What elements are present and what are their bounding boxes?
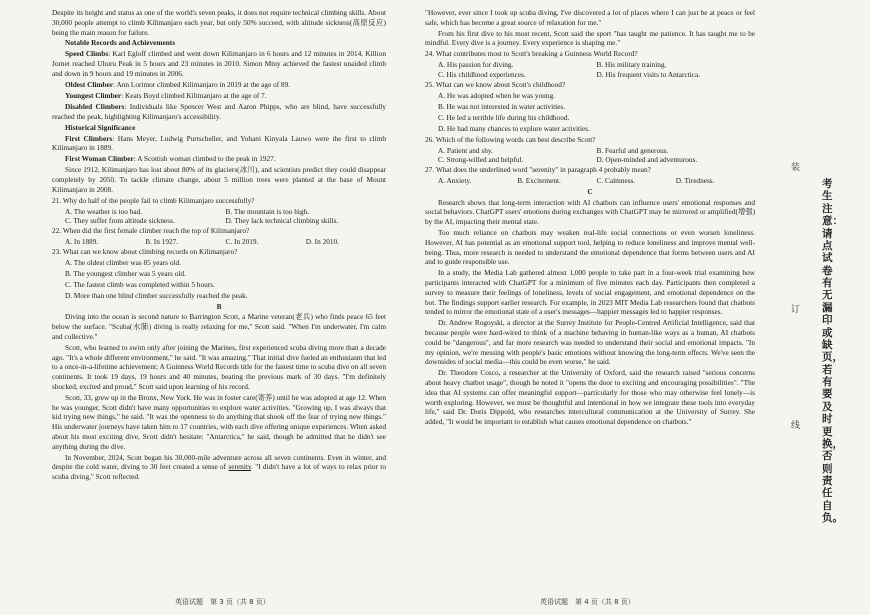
underlined-word-serenity: serenity — [228, 462, 252, 472]
binding-label-ding: 订 — [791, 305, 801, 315]
q21-options-row2 — [52, 216, 386, 226]
q24-option-c: C. His childhood experiences. — [438, 70, 526, 80]
history-first — [52, 134, 386, 154]
q21-option-b: B. The mountain is too high. — [225, 206, 310, 216]
q21-options-row1 — [52, 207, 386, 217]
binding-label-zhuang: 装 — [791, 163, 801, 173]
text-disabled: : Individuals like Spencer West and Aaron Phipps, who are blind, have successfully reached the peak, highlighting Kilimanjaro's accessibility. — [52, 101, 386, 121]
question-23: 23. What can we know about climbing records on Kilimanjaro? — [52, 246, 238, 256]
q26-option-b: B. Fearful and generous. — [596, 145, 669, 155]
q22-option-c: C. In 2019. — [225, 237, 259, 247]
q24-option-d: D. His frequent visits to Antarctica. — [596, 70, 701, 80]
q22-option-b: B. In 1927. — [145, 237, 179, 247]
passage-a-intro: Despite its height and status as one of the world's seven peaks, it does not require technical climbing skills. About 30,000 people attempt to climb Kilimanjaro each year, but only 50% succeed, with altitude sickness(高原反应) being the main reason for failure. — [52, 8, 386, 37]
text-woman: : A Scottish woman climbed to the peak in 1927. — [133, 154, 276, 164]
text-youngest: : Keats Boyd climbed Kilimanjaro at the age of 7. — [121, 90, 267, 100]
q23-option-a: A. The oldest climber was 85 years old. — [65, 257, 181, 267]
q27-option-a: A. Anxiety. — [438, 176, 472, 186]
q21-option-c: C. They suffer from altitude sickness. — [65, 216, 175, 226]
right-page-column — [425, 8, 755, 428]
passage-b-p5: "However, ever since I took up scuba diving, I've discovered a lot of places where I can just be at peace or feel safe, which has become a great source of relaxation for me." — [425, 8, 755, 27]
passage-c-p3: In a study, the Media Lab gathered almost 1,000 people to take part in a four-week trial examining how participants interacted with ChatGPT for a minimum of five minutes each day. Participants then completed a survey to measure their feelings of loneliness, levels of social engagement, and emotional dependence on the bot. The findings support earlier research. For example, in 2023 MIT Media Lab researchers found that chatbots tended to mirror the emotional state of a user's messages—happier messages led to happier responses. — [425, 268, 755, 317]
q22-option-d: D. In 2010. — [305, 237, 339, 247]
q23-option-b: B. The youngest climber was 5 years old. — [65, 268, 186, 278]
q26-option-a: A. Patient and shy. — [438, 145, 493, 155]
heading-history: Historical Significance — [65, 122, 136, 132]
label-first: First Climbers — [65, 133, 113, 143]
label-woman: First Woman Climber — [65, 154, 134, 164]
q25-option-d: D. He had many chances to explore water activities. — [438, 123, 590, 133]
passage-b-p1: Diving into the ocean is second nature to Barrington Scott, a Marine veteran(老兵) who finds peace 65 feet below the surface. "Scuba(水肺) diving is really relaxing for me," Scott said. "When I'm underwater, I'm calm and collective." — [52, 312, 386, 341]
record-oldest — [52, 80, 386, 90]
section-c-heading: C — [587, 186, 593, 196]
q24-option-b: B. His military training. — [596, 60, 667, 70]
label-oldest: Oldest Climber — [65, 79, 114, 89]
q27-option-c: C. Calmness. — [596, 176, 636, 186]
glacier-paragraph: Since 1912, Kilimanjaro has lost about 80% of its glaciers(冰川), and scientists predict they could disappear completely by 2050. To tackle climate change, about 5 million trees were planted at the base of Mount Kilimanjaro in 2008. — [52, 165, 386, 194]
heading-records: Notable Records and Achievements — [65, 38, 176, 48]
q24-options-row1 — [425, 60, 755, 70]
footer-page-4: 英语试题 第 4 页（共 8 页） — [540, 598, 635, 606]
q21-option-d: D. They lack technical climbing skills. — [225, 216, 339, 226]
q25-option-a: A. He was adopted when he was young. — [438, 90, 555, 100]
q26-options-row1 — [425, 146, 755, 156]
q26-option-d: D. Open-minded and adventurous. — [596, 155, 698, 165]
b-p4-start: In November, 2024, Scott began his 30,000-mile adventure across all seven continents. Even in winter, and despite the cold water, diving to 30 feet created a sense of — [52, 452, 386, 472]
record-youngest — [52, 91, 386, 101]
q27-option-d: D. Tiredness. — [675, 176, 715, 186]
record-speed — [52, 49, 386, 78]
question-25: 25. What can we know about Scott's childhood? — [425, 79, 566, 89]
question-21: 21. Why do half of the people fail to climb Kilimanjaro successfully? — [52, 195, 255, 205]
text-first: : Hans Meyer, Ludwig Purtscheller, and Yohani Kinyala Lauwo were the first to climb Kilimanjaro in 1889. — [52, 133, 386, 153]
q21-option-a: A. The weather is too bad. — [65, 206, 143, 216]
label-disabled: Disabled Climbers — [65, 101, 125, 111]
q22-option-a: A. In 1889. — [65, 237, 99, 247]
q25-option-b: B. He was not interested in water activities. — [438, 101, 566, 111]
q24-options-row2 — [425, 70, 755, 80]
passage-b-p6: From his first dive to his most recent, Scott said the sport "has taught me patience. It has taught me to be mindful. Every dive is a journey. Every experience is shaping me." — [425, 28, 755, 48]
passage-b-p2: Scott, who learned to swim only after joining the Marines, first experienced scuba diving more than a decade ago. "It's a whole different environment," he said. "It was amazing." That initial dive fueled an enthusiasm that led to a once-in-a-lifetime achievement; A Guinness World Records title for the fastest time to scuba dive on all seven continents. It took 19 days, 19 hours and 40 minutes, beating the previous mark of 30 days. "I'm definitely shocked, excited and proud," Scott said upon learning of his record. — [52, 342, 386, 391]
q26-options-row2 — [425, 155, 755, 165]
history-woman — [52, 154, 386, 164]
footer-page-3: 英语试题 第 3 页（共 8 页） — [175, 598, 270, 606]
q27-option-b: B. Excitement. — [517, 176, 561, 186]
b-p4-end: . "I didn't have a lot of ways to relax prior to scuba diving," Scott reflected. — [52, 462, 386, 482]
q26-option-c: C. Strong-willed and helpful. — [438, 155, 524, 165]
examinee-notice-vertical: 考生注意：请点试卷有无漏印或缺页，若有要及时更换，否则责任自负。 — [822, 178, 843, 525]
text-speed: : Karl Egloff climbed and went down Kilimanjaro in 6 hours and 12 minutes in 2014. Killion Jornet reached Uhuru Peak in 5 hours and 23 minutes in 2010. Simon Mtuy achieved the fastest unaided climb and down in 9 hours and 19 minutes in 2006. — [52, 49, 386, 78]
passage-c-p4: Dr. Andrew Rogoyski, a director at the Surrey Institute for People-Centred Artificial Intelligence, said that because people were hard-wired to think of a machine behaving in human-like ways as a human, AI chatbots could be "dangerous", and far more research was needed to understand their social and emotional impacts. "In my opinion, we're messing with people's basic emotions without knowing the long-term effects. We've seen the downsides of social media—this could be even worse," he said. — [425, 318, 755, 367]
question-26: 26. Which of the following words can best describe Scott? — [425, 134, 596, 144]
q22-options — [52, 237, 386, 247]
passage-c-p1: Research shows that long-term interaction with AI chatbots can influence users' emotional responses and social behaviors. ChatGPT users' emotions during exchanges with ChatGPT may be mirrored or amplified(增强) by the AI, impacting their mental state. — [425, 197, 755, 227]
passage-c-p5: Dr. Theodore Cosco, a researcher at the University of Oxford, said the research raised "serious concerns about heavy chatbot usage", though he noted it "opens the door to exciting and encouraging possibilities". "The idea that AI systems can offer meaningful support—particularly for those who may otherwise feel lonely—is worth exploring. However, we must be thoughtful and intentional in how we integrate these tools into everyday life," said Dr. Doris Dippold, who researches intercultural communication at the University of Surrey. She added, "It would be important to establish what causes emotional dependence on chatbots." — [425, 368, 755, 427]
q23-option-d: D. More than one blind climber successfully reached the peak. — [65, 290, 248, 300]
text-oldest: : Ann Lorimor climbed Kilimanjaro in 2019 at the age of 89. — [113, 79, 291, 89]
label-speed: Speed Climbs — [65, 49, 109, 59]
record-disabled — [52, 102, 386, 122]
binding-label-xian: 线 — [791, 421, 801, 431]
q27-options — [425, 176, 755, 186]
q25-option-c: C. He led a terrible life during his childhood. — [438, 112, 570, 122]
question-22: 22. When did the first female climber reach the top of Kilimanjaro? — [52, 226, 250, 236]
q23-option-c: C. The fastest climb was completed within 5 hours. — [65, 279, 215, 289]
left-page-column — [52, 8, 386, 483]
q24-option-a: A. His passion for diving. — [438, 60, 514, 70]
passage-b-p3: Scott, 33, grew up in the Bronx, New York. He was in foster care(寄养) until he was adopted at age 12. When he was younger, Scott didn't have many opportunities to explore water activities. "Growing up, I was always that kid trying new things," he said. "It was the openness to do anything that shook off the fear of trying new things." His underwater journeys have taken him to 17 countries, with each dive offering unique experiences. When asked about his most exciting dive, Scott didn't hesitate: "Antarctica," he said, though he admitted that he didn't see anything during the dive. — [52, 392, 386, 451]
question-24: 24. What contributes most to Scott's breaking a Guinness World Record? — [425, 49, 638, 59]
passage-c-p2: Too much reliance on chatbots may weaken real-life social connections or even worsen loneliness. However, AI has potential as an emotional support tool, helping to reduce loneliness and improve mental well-being. Thus, more research is needed to understand the emotional dependence that forms between users and AI and to guide responsible use. — [425, 228, 755, 267]
passage-b-p4 — [52, 453, 386, 482]
label-youngest: Youngest Climber — [65, 90, 122, 100]
section-b-heading: B — [216, 301, 222, 311]
question-27: 27. What does the underlined word "serenity" in paragraph 4 probably mean? — [425, 165, 651, 175]
